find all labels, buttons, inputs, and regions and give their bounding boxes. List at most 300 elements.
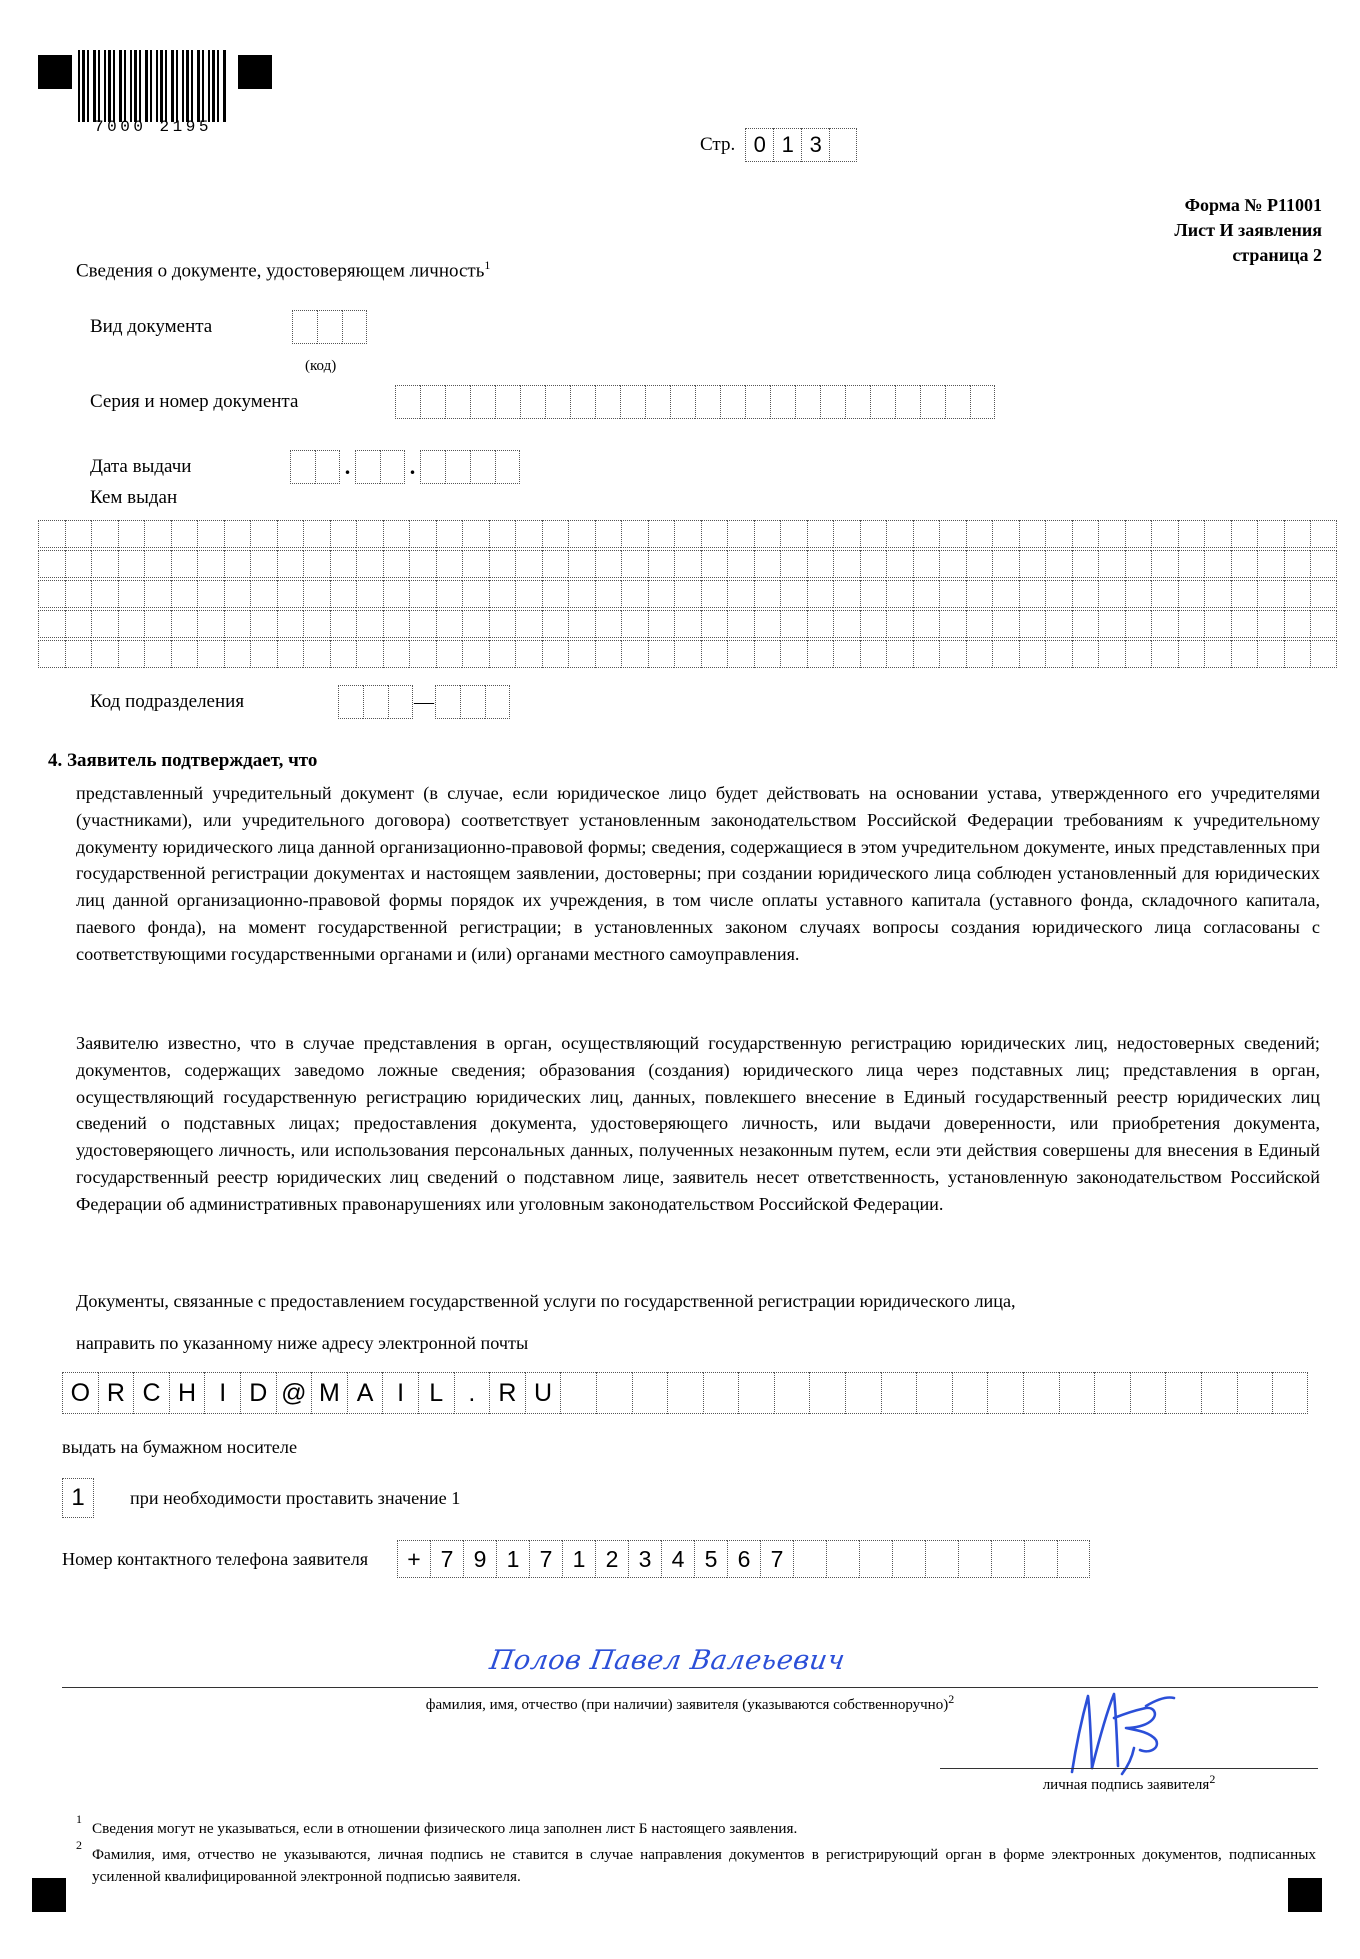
issued-by-cell[interactable] — [144, 550, 171, 578]
email-input-cell[interactable]: A — [347, 1372, 383, 1414]
issued-by-cell[interactable] — [515, 520, 542, 548]
issued-by-cell[interactable] — [1125, 580, 1152, 608]
issued-by-cell[interactable] — [436, 640, 463, 668]
email-input-cell[interactable]: D — [240, 1372, 276, 1414]
issued-by-cell[interactable] — [727, 610, 754, 638]
email-input-cell[interactable] — [1094, 1372, 1130, 1414]
issued-by-cell[interactable] — [91, 640, 118, 668]
issued-by-cell[interactable] — [303, 640, 330, 668]
issued-by-cell[interactable] — [197, 610, 224, 638]
issued-by-cell[interactable] — [409, 550, 436, 578]
issued-by-cell[interactable] — [674, 550, 701, 578]
issued-by-cell[interactable] — [1151, 640, 1178, 668]
email-input-cell[interactable] — [1059, 1372, 1095, 1414]
issued-by-cell[interactable] — [1310, 520, 1337, 548]
document-series-number-cell[interactable] — [595, 385, 620, 419]
issued-by-cell[interactable] — [1019, 580, 1046, 608]
issued-by-cell[interactable] — [1045, 580, 1072, 608]
document-series-number-cell[interactable] — [720, 385, 745, 419]
email-input-cell[interactable] — [845, 1372, 881, 1414]
issued-by-cell[interactable] — [992, 550, 1019, 578]
issued-by-row-cells[interactable] — [38, 640, 1337, 668]
issued-by-cell[interactable] — [1178, 610, 1205, 638]
email-input-cell[interactable]: C — [133, 1372, 169, 1414]
issued-by-cell[interactable] — [91, 550, 118, 578]
issued-by-cell[interactable] — [1284, 520, 1311, 548]
issued-by-cell[interactable] — [515, 610, 542, 638]
issued-by-cell[interactable] — [939, 550, 966, 578]
issued-by-cell[interactable] — [1151, 580, 1178, 608]
issued-by-cell[interactable] — [1072, 640, 1099, 668]
issued-by-row-cells[interactable] — [38, 610, 1337, 638]
issued-by-cell[interactable] — [436, 610, 463, 638]
issue-date-year-cell[interactable] — [420, 450, 445, 484]
issued-by-cell[interactable] — [1284, 610, 1311, 638]
issued-by-cell[interactable] — [1231, 640, 1258, 668]
subdivision-code-left-cells[interactable] — [338, 685, 413, 719]
issued-by-cell[interactable] — [65, 520, 92, 548]
paper-copy-flag-cells[interactable] — [62, 1478, 94, 1518]
issued-by-cell[interactable] — [1098, 580, 1125, 608]
document-series-number-cell[interactable] — [745, 385, 770, 419]
issued-by-cell[interactable] — [409, 640, 436, 668]
issue-date-year-cell[interactable] — [445, 450, 470, 484]
issued-by-cell[interactable] — [1045, 610, 1072, 638]
issued-by-cell[interactable] — [621, 580, 648, 608]
issued-by-cell[interactable] — [1310, 640, 1337, 668]
issued-by-cell[interactable] — [383, 610, 410, 638]
issued-by-cell[interactable] — [515, 640, 542, 668]
issued-by-cell[interactable] — [568, 580, 595, 608]
issued-by-cell[interactable] — [1125, 520, 1152, 548]
issued-by-cell[interactable] — [1231, 520, 1258, 548]
issued-by-cell[interactable] — [701, 580, 728, 608]
page-number-cell[interactable]: 1 — [773, 128, 801, 162]
issued-by-cell[interactable] — [91, 580, 118, 608]
email-input-cell[interactable] — [1165, 1372, 1201, 1414]
issued-by-cell[interactable] — [1204, 610, 1231, 638]
issued-by-cell[interactable] — [833, 520, 860, 548]
document-series-number-cell[interactable] — [570, 385, 595, 419]
issued-by-cell[interactable] — [118, 640, 145, 668]
email-input-cell[interactable] — [881, 1372, 917, 1414]
issued-by-cell[interactable] — [1231, 550, 1258, 578]
document-series-number-cell[interactable] — [395, 385, 420, 419]
issued-by-cell[interactable] — [250, 550, 277, 578]
issued-by-cell[interactable] — [1098, 550, 1125, 578]
subdivision-code-cell[interactable] — [485, 685, 510, 719]
email-input-cell[interactable] — [1201, 1372, 1237, 1414]
issue-date-month-cell[interactable] — [355, 450, 380, 484]
email-input-cell[interactable] — [1130, 1372, 1166, 1414]
phone-input-cell[interactable]: 1 — [496, 1540, 529, 1578]
issue-date-year-cells[interactable] — [420, 450, 520, 484]
issued-by-cell[interactable] — [860, 640, 887, 668]
phone-input-cell[interactable]: 7 — [430, 1540, 463, 1578]
issued-by-cell[interactable] — [38, 520, 65, 548]
issued-by-cell[interactable] — [224, 520, 251, 548]
issued-by-cell[interactable] — [833, 610, 860, 638]
issued-by-cell[interactable] — [674, 610, 701, 638]
issued-by-cell[interactable] — [356, 520, 383, 548]
issued-by-cell[interactable] — [727, 580, 754, 608]
issued-by-cell[interactable] — [860, 520, 887, 548]
issued-by-cell[interactable] — [1072, 520, 1099, 548]
issued-by-cell[interactable] — [595, 520, 622, 548]
issued-by-cell[interactable] — [1125, 550, 1152, 578]
phone-input-cell[interactable] — [1024, 1540, 1057, 1578]
issued-by-cell[interactable] — [1098, 610, 1125, 638]
issued-by-cell[interactable] — [568, 550, 595, 578]
issued-by-cell[interactable] — [542, 550, 569, 578]
document-series-number-cell[interactable] — [870, 385, 895, 419]
issue-date-day-cell[interactable] — [315, 450, 340, 484]
email-input-cell[interactable] — [916, 1372, 952, 1414]
issued-by-cell[interactable] — [754, 550, 781, 578]
issued-by-cell[interactable] — [118, 520, 145, 548]
issued-by-cell[interactable] — [436, 520, 463, 548]
issued-by-cell[interactable] — [144, 640, 171, 668]
issued-by-text-grid[interactable] — [38, 520, 1337, 668]
issued-by-cell[interactable] — [966, 520, 993, 548]
issued-by-cell[interactable] — [1045, 520, 1072, 548]
issued-by-cell[interactable] — [356, 640, 383, 668]
phone-input-cell[interactable]: 4 — [661, 1540, 694, 1578]
issued-by-cell[interactable] — [1045, 550, 1072, 578]
issued-by-cell[interactable] — [701, 550, 728, 578]
issued-by-cell[interactable] — [277, 580, 304, 608]
issued-by-cell[interactable] — [701, 520, 728, 548]
subdivision-code-cell[interactable] — [363, 685, 388, 719]
issued-by-cell[interactable] — [224, 640, 251, 668]
issued-by-cell[interactable] — [250, 520, 277, 548]
document-series-number-cell[interactable] — [895, 385, 920, 419]
issued-by-cell[interactable] — [1310, 610, 1337, 638]
issued-by-cell[interactable] — [913, 520, 940, 548]
issued-by-cell[interactable] — [1151, 610, 1178, 638]
document-series-number-cell[interactable] — [945, 385, 970, 419]
issued-by-row-cells[interactable] — [38, 580, 1337, 608]
issued-by-cell[interactable] — [489, 520, 516, 548]
issued-by-cell[interactable] — [383, 640, 410, 668]
document-series-number-cell[interactable] — [445, 385, 470, 419]
issued-by-cell[interactable] — [886, 610, 913, 638]
issued-by-cell[interactable] — [1019, 550, 1046, 578]
subdivision-code-cell[interactable] — [338, 685, 363, 719]
issued-by-cell[interactable] — [833, 580, 860, 608]
issued-by-cell[interactable] — [1125, 610, 1152, 638]
issued-by-cell[interactable] — [1098, 640, 1125, 668]
subdivision-code-right-cells[interactable] — [435, 685, 510, 719]
email-input-cell[interactable]: O — [62, 1372, 98, 1414]
issued-by-cell[interactable] — [250, 580, 277, 608]
email-input-cell[interactable] — [987, 1372, 1023, 1414]
issued-by-cell[interactable] — [1072, 580, 1099, 608]
issued-by-cell[interactable] — [356, 610, 383, 638]
issued-by-cell[interactable] — [330, 640, 357, 668]
issued-by-cell[interactable] — [1204, 640, 1231, 668]
issued-by-cell[interactable] — [966, 610, 993, 638]
email-input-cell[interactable] — [1272, 1372, 1308, 1414]
issued-by-cell[interactable] — [860, 610, 887, 638]
phone-input-cell[interactable] — [826, 1540, 859, 1578]
phone-input-cell[interactable]: 3 — [628, 1540, 661, 1578]
issued-by-cell[interactable] — [780, 640, 807, 668]
phone-input-cell[interactable]: 2 — [595, 1540, 628, 1578]
issued-by-cell[interactable] — [515, 550, 542, 578]
issued-by-cell[interactable] — [1310, 580, 1337, 608]
subdivision-code-cell[interactable] — [460, 685, 485, 719]
phone-input-cell[interactable]: 7 — [529, 1540, 562, 1578]
issued-by-cell[interactable] — [648, 610, 675, 638]
issued-by-cell[interactable] — [144, 520, 171, 548]
issued-by-cell[interactable] — [224, 610, 251, 638]
issued-by-cell[interactable] — [91, 520, 118, 548]
page-number-cells[interactable] — [745, 128, 857, 162]
issued-by-cell[interactable] — [913, 610, 940, 638]
issued-by-cell[interactable] — [648, 520, 675, 548]
email-input-cell[interactable]: H — [169, 1372, 205, 1414]
page-number-cell[interactable]: 3 — [801, 128, 829, 162]
issued-by-cell[interactable] — [171, 520, 198, 548]
phone-input-cell[interactable] — [892, 1540, 925, 1578]
issued-by-cell[interactable] — [1257, 580, 1284, 608]
page-number-cell[interactable] — [829, 128, 857, 162]
email-input-cell[interactable] — [809, 1372, 845, 1414]
issued-by-cell[interactable] — [860, 580, 887, 608]
issued-by-cell[interactable] — [1072, 550, 1099, 578]
issued-by-cell[interactable] — [807, 640, 834, 668]
email-input-cell[interactable] — [1023, 1372, 1059, 1414]
issued-by-cell[interactable] — [38, 640, 65, 668]
issued-by-cell[interactable] — [595, 580, 622, 608]
issued-by-cell[interactable] — [171, 640, 198, 668]
issued-by-cell[interactable] — [330, 520, 357, 548]
issued-by-cell[interactable] — [383, 550, 410, 578]
email-input-cells[interactable] — [62, 1372, 1308, 1414]
issued-by-cell[interactable] — [674, 580, 701, 608]
issued-by-cell[interactable] — [595, 640, 622, 668]
issued-by-cell[interactable] — [727, 520, 754, 548]
phone-input-cell[interactable]: 7 — [760, 1540, 793, 1578]
issued-by-cell[interactable] — [65, 550, 92, 578]
phone-input-cell[interactable]: 9 — [463, 1540, 496, 1578]
email-input-cell[interactable]: M — [311, 1372, 347, 1414]
issued-by-cell[interactable] — [886, 520, 913, 548]
issued-by-cell[interactable] — [515, 580, 542, 608]
issued-by-cell[interactable] — [1019, 610, 1046, 638]
issued-by-cell[interactable] — [1284, 640, 1311, 668]
issued-by-cell[interactable] — [966, 550, 993, 578]
issue-date-month-cell[interactable] — [380, 450, 405, 484]
issued-by-cell[interactable] — [754, 520, 781, 548]
document-series-number-cell[interactable] — [470, 385, 495, 419]
issued-by-cell[interactable] — [489, 550, 516, 578]
issued-by-cell[interactable] — [462, 580, 489, 608]
issued-by-cell[interactable] — [383, 580, 410, 608]
issued-by-cell[interactable] — [330, 580, 357, 608]
issued-by-cell[interactable] — [833, 550, 860, 578]
phone-input-cell[interactable] — [958, 1540, 991, 1578]
issued-by-cell[interactable] — [303, 520, 330, 548]
phone-input-cell[interactable]: 6 — [727, 1540, 760, 1578]
issued-by-cell[interactable] — [1257, 520, 1284, 548]
issued-by-cell[interactable] — [197, 640, 224, 668]
phone-input-cell[interactable]: 1 — [562, 1540, 595, 1578]
document-series-number-cell[interactable] — [545, 385, 570, 419]
email-input-cell[interactable] — [667, 1372, 703, 1414]
issued-by-cell[interactable] — [462, 550, 489, 578]
document-series-number-cell[interactable] — [820, 385, 845, 419]
issued-by-cell[interactable] — [1257, 610, 1284, 638]
issued-by-cell[interactable] — [966, 580, 993, 608]
issued-by-cell[interactable] — [65, 610, 92, 638]
issued-by-cell[interactable] — [197, 580, 224, 608]
issued-by-cell[interactable] — [38, 610, 65, 638]
issued-by-cell[interactable] — [780, 520, 807, 548]
page-number-cell[interactable]: 0 — [745, 128, 773, 162]
issued-by-cell[interactable] — [542, 610, 569, 638]
issued-by-cell[interactable] — [1178, 580, 1205, 608]
issued-by-cell[interactable] — [780, 580, 807, 608]
issued-by-cell[interactable] — [939, 640, 966, 668]
email-input-cell[interactable] — [774, 1372, 810, 1414]
issued-by-cell[interactable] — [1125, 640, 1152, 668]
paper-copy-flag-cell[interactable]: 1 — [62, 1478, 94, 1518]
issued-by-cell[interactable] — [277, 550, 304, 578]
document-type-cell[interactable] — [342, 310, 367, 344]
issued-by-cell[interactable] — [489, 580, 516, 608]
issued-by-cell[interactable] — [330, 550, 357, 578]
email-input-cell[interactable]: R — [98, 1372, 134, 1414]
issued-by-cell[interactable] — [621, 550, 648, 578]
issued-by-cell[interactable] — [727, 550, 754, 578]
document-series-number-cell[interactable] — [670, 385, 695, 419]
issued-by-cell[interactable] — [860, 550, 887, 578]
issued-by-cell[interactable] — [913, 580, 940, 608]
document-type-cell[interactable] — [292, 310, 317, 344]
issued-by-cell[interactable] — [621, 640, 648, 668]
issue-date-year-cell[interactable] — [495, 450, 520, 484]
issued-by-cell[interactable] — [303, 550, 330, 578]
issue-date-day-cells[interactable] — [290, 450, 340, 484]
issued-by-cell[interactable] — [1231, 580, 1258, 608]
email-input-cell[interactable] — [632, 1372, 668, 1414]
issued-by-cell[interactable] — [383, 520, 410, 548]
issued-by-cell[interactable] — [595, 550, 622, 578]
issued-by-cell[interactable] — [462, 610, 489, 638]
issued-by-cell[interactable] — [701, 610, 728, 638]
issued-by-cell[interactable] — [38, 550, 65, 578]
issued-by-cell[interactable] — [1178, 550, 1205, 578]
document-series-number-cell[interactable] — [620, 385, 645, 419]
issued-by-cell[interactable] — [224, 580, 251, 608]
issued-by-cell[interactable] — [992, 520, 1019, 548]
issued-by-cell[interactable] — [568, 520, 595, 548]
subdivision-code-cell[interactable] — [388, 685, 413, 719]
issued-by-cell[interactable] — [65, 580, 92, 608]
document-type-cell[interactable] — [317, 310, 342, 344]
issued-by-cell[interactable] — [1231, 610, 1258, 638]
issued-by-cell[interactable] — [91, 610, 118, 638]
issued-by-cell[interactable] — [1284, 580, 1311, 608]
phone-input-cell[interactable] — [925, 1540, 958, 1578]
issued-by-cell[interactable] — [754, 610, 781, 638]
issued-by-cell[interactable] — [250, 610, 277, 638]
issued-by-cell[interactable] — [356, 550, 383, 578]
issued-by-cell[interactable] — [939, 610, 966, 638]
issued-by-cell[interactable] — [65, 640, 92, 668]
issued-by-cell[interactable] — [171, 550, 198, 578]
issued-by-cell[interactable] — [701, 640, 728, 668]
issued-by-cell[interactable] — [224, 550, 251, 578]
issued-by-cell[interactable] — [1204, 550, 1231, 578]
issued-by-cell[interactable] — [303, 580, 330, 608]
issued-by-cell[interactable] — [1045, 640, 1072, 668]
issued-by-cell[interactable] — [621, 520, 648, 548]
issued-by-cell[interactable] — [409, 580, 436, 608]
email-input-cell[interactable]: U — [525, 1372, 561, 1414]
issued-by-row-cells[interactable] — [38, 520, 1337, 548]
issued-by-cell[interactable] — [277, 520, 304, 548]
email-input-cell[interactable]: L — [418, 1372, 454, 1414]
document-series-number-cell[interactable] — [695, 385, 720, 419]
issued-by-cell[interactable] — [648, 640, 675, 668]
document-series-number-cell[interactable] — [970, 385, 995, 419]
issued-by-cell[interactable] — [489, 640, 516, 668]
document-series-number-cells[interactable] — [395, 385, 995, 419]
issued-by-cell[interactable] — [568, 610, 595, 638]
issued-by-cell[interactable] — [1151, 550, 1178, 578]
issued-by-cell[interactable] — [966, 640, 993, 668]
issued-by-cell[interactable] — [38, 580, 65, 608]
issued-by-cell[interactable] — [144, 580, 171, 608]
issued-by-cell[interactable] — [436, 550, 463, 578]
email-input-cell[interactable]: R — [489, 1372, 525, 1414]
email-input-cell[interactable] — [738, 1372, 774, 1414]
issued-by-cell[interactable] — [436, 580, 463, 608]
issued-by-cell[interactable] — [886, 640, 913, 668]
issued-by-cell[interactable] — [330, 610, 357, 638]
issued-by-cell[interactable] — [277, 640, 304, 668]
issued-by-cell[interactable] — [939, 580, 966, 608]
issued-by-cell[interactable] — [1310, 550, 1337, 578]
issued-by-cell[interactable] — [197, 550, 224, 578]
issue-date-year-cell[interactable] — [470, 450, 495, 484]
issued-by-cell[interactable] — [754, 640, 781, 668]
document-series-number-cell[interactable] — [920, 385, 945, 419]
email-input-cell[interactable]: I — [382, 1372, 418, 1414]
issued-by-cell[interactable] — [1178, 640, 1205, 668]
issued-by-cell[interactable] — [118, 580, 145, 608]
issued-by-cell[interactable] — [1257, 550, 1284, 578]
issued-by-cell[interactable] — [1019, 520, 1046, 548]
issued-by-cell[interactable] — [1072, 610, 1099, 638]
email-input-cell[interactable]: I — [204, 1372, 240, 1414]
issued-by-cell[interactable] — [807, 550, 834, 578]
issued-by-cell[interactable] — [727, 640, 754, 668]
issued-by-cell[interactable] — [118, 550, 145, 578]
issued-by-cell[interactable] — [807, 580, 834, 608]
issued-by-cell[interactable] — [277, 610, 304, 638]
issued-by-cell[interactable] — [833, 640, 860, 668]
issued-by-cell[interactable] — [992, 640, 1019, 668]
issued-by-cell[interactable] — [648, 580, 675, 608]
issued-by-cell[interactable] — [489, 610, 516, 638]
document-series-number-cell[interactable] — [645, 385, 670, 419]
issued-by-cell[interactable] — [144, 610, 171, 638]
issue-date-month-cells[interactable] — [355, 450, 405, 484]
